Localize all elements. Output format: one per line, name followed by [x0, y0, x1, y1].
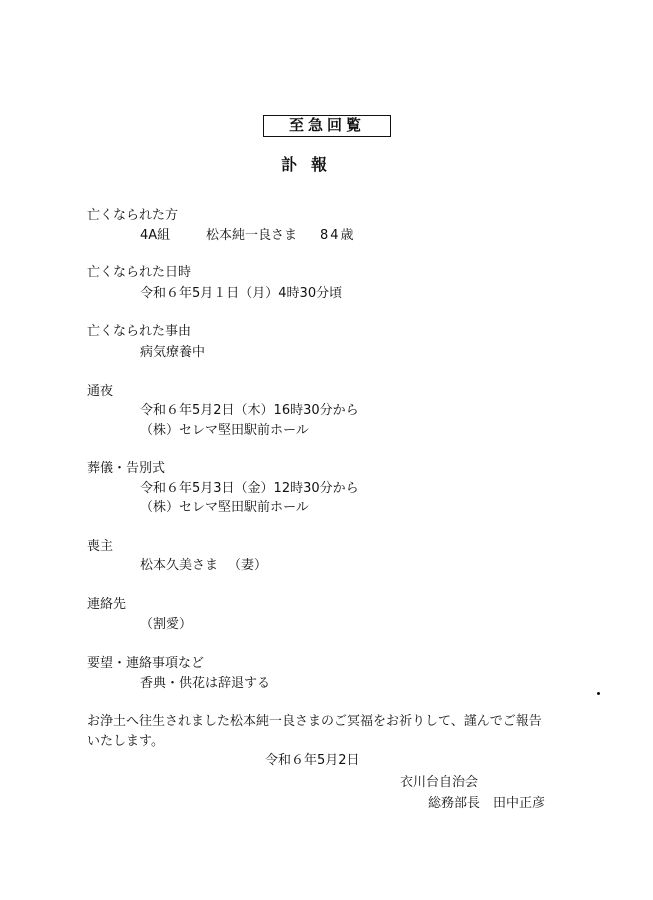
chief-mourner-label: 喪主	[87, 539, 114, 554]
deceased-name: 松本純一良さま	[206, 228, 298, 243]
date-of-death-label: 亡くなられた日時	[87, 265, 192, 280]
urgent-circulation-stamp: 至急回覧	[263, 115, 391, 137]
funeral-venue: （株）セレマ堅田駅前ホール	[140, 500, 309, 515]
signer: 総務部長 田中正彦	[428, 796, 546, 811]
page-title: 訃報	[281, 155, 342, 174]
cause-label: 亡くなられた事由	[87, 324, 192, 339]
chief-mourner-relation: （妻）	[228, 558, 268, 573]
wake-datetime: 令和６年5月2日（木）16時30分から	[140, 403, 359, 418]
organization-name: 衣川台自治会	[400, 775, 479, 790]
closing-message-line1: お浄土へ往生されました松本純一良さまのご冥福をお祈りして、謹んでご報告	[87, 714, 542, 729]
requests-value: 香典・供花は辞退する	[140, 676, 271, 691]
deceased-label: 亡くなられた方	[87, 208, 179, 223]
funeral-label: 葬儀・告別式	[87, 461, 166, 476]
cause-value: 病気療養中	[140, 345, 206, 360]
deceased-age: 84歳	[320, 228, 356, 243]
contact-value: （割愛）	[140, 617, 193, 632]
wake-label: 通夜	[87, 384, 114, 399]
deceased-group: 4A組	[140, 228, 171, 243]
date-of-death-value: 令和６年5月１日（月）4時30分頃	[140, 286, 343, 301]
scan-speck	[597, 692, 600, 695]
closing-date: 令和６年5月2日	[265, 753, 360, 768]
chief-mourner-name: 松本久美さま	[140, 558, 219, 573]
contact-label: 連絡先	[87, 597, 127, 612]
wake-venue: （株）セレマ堅田駅前ホール	[140, 423, 309, 438]
closing-message-line2: いたします。	[87, 734, 164, 749]
funeral-datetime: 令和６年5月3日（金）12時30分から	[140, 481, 359, 496]
requests-label: 要望・連絡事項など	[87, 656, 205, 671]
